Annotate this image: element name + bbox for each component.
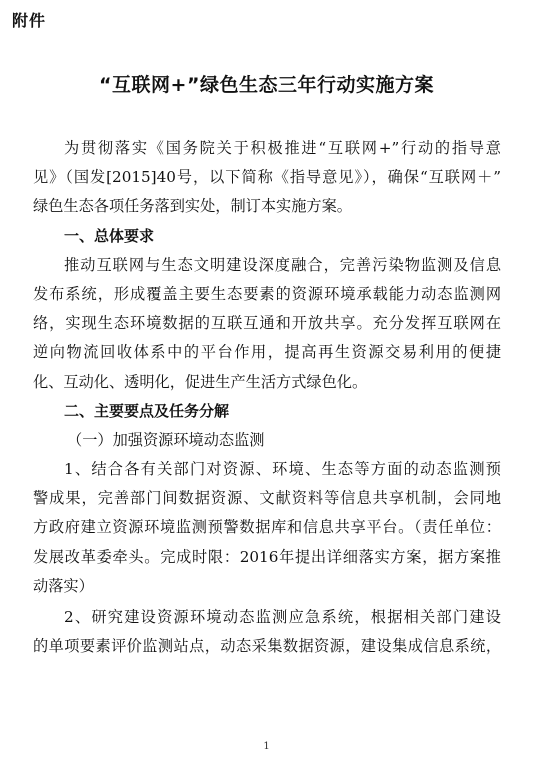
paragraph-line: 警成果，完善部门间数据资源、文献资料等信息共享机制，会同地 <box>33 489 501 508</box>
paragraph-line: 推动互联网与生态文明建设深度融合，完善污染物监测及信息 <box>64 255 501 274</box>
page-number: 1 <box>263 741 270 752</box>
paragraph-line: 化、互动化、透明化，促进生产生活方式绿色化。 <box>33 372 368 391</box>
paragraph-line: 发布系统，形成覆盖主要生态要素的资源环境承载能力动态监测网 <box>33 284 501 303</box>
intro-line: 为贯彻落实《国务院关于积极推进“互联网+”行动的指导意 <box>64 139 501 157</box>
section-heading: 二、主要要点及任务分解 <box>64 401 230 420</box>
document-body <box>33 134 501 661</box>
paragraph-line: 2、研究建设资源环境动态监测应急系统，根据相关部门建设 <box>64 608 501 626</box>
paragraph-line: 逆向物流回收体系中的平台作用，提高再生资源交易利用的便捷 <box>33 343 501 362</box>
paragraph-line: 方政府建立资源环境监测预警数据库和信息共享平台。（责任单位： <box>33 518 501 537</box>
paragraph-line: 的单项要素评价监测站点，动态采集数据资源，建设集成信息系统， <box>33 637 501 656</box>
subsection-heading: （一）加强资源环境动态监测 <box>67 430 265 449</box>
intro-line: 见》（国发[2015]40号，以下简称《指导意见》），确保“互联网＋” <box>33 168 501 187</box>
section-heading: 一、总体要求 <box>64 226 155 245</box>
intro-line: 绿色生态各项任务落到实处，制订本实施方案。 <box>33 197 352 216</box>
attachment-label: 附件 <box>12 11 47 30</box>
paragraph-line: 发展改革委牵头。完成时限：2016年提出详细落实方案，据方案推 <box>33 547 501 566</box>
paragraph-line: 络，实现生态环境数据的互联互通和开放共享。充分发挥互联网在 <box>33 314 501 333</box>
paragraph-line: 1、结合各有关部门对资源、环境、生态等方面的动态监测预 <box>64 460 501 479</box>
paragraph-line: 动落实） <box>33 576 94 595</box>
document-title: “互联网+”绿色生态三年行动实施方案 <box>99 74 434 96</box>
